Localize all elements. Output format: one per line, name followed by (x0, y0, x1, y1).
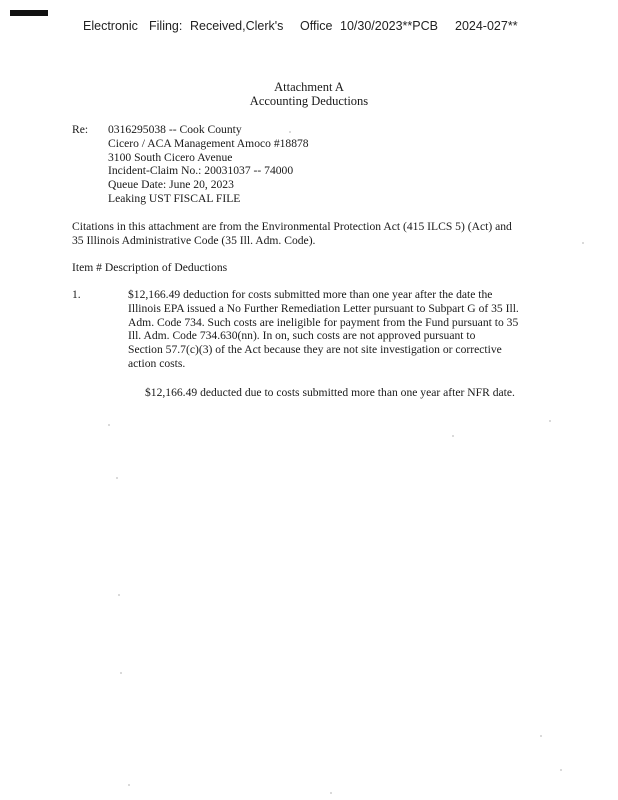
stamp-date: 10/30/2023**PCB (340, 19, 438, 33)
scan-speck (452, 435, 454, 437)
citations-line: Citations in this attachment are from the Environmental Protection Act (415 ILCS 5) (Act) and (72, 220, 512, 233)
re-site-name: Cicero / ACA Management Amoco #18878 (108, 136, 309, 150)
re-address: 3100 South Cicero Avenue (108, 150, 233, 164)
scan-speck (560, 769, 562, 771)
scan-speck (120, 672, 122, 674)
filing-stamp-header (0, 19, 618, 37)
scan-speck (118, 594, 120, 596)
citations-line: 35 Illinois Administrative Code (35 Ill. Adm. Code). (72, 233, 316, 247)
item-summary: $12,166.49 deducted due to costs submitted more than one year after NFR date. (145, 386, 515, 399)
scan-speck (128, 784, 130, 786)
re-file-type: Leaking UST FISCAL FILE (108, 191, 241, 205)
stamp-filing: Filing: (149, 19, 183, 33)
re-queue-date: Queue Date: June 20, 2023 (108, 178, 234, 192)
stamp-electronic: Electronic (83, 19, 138, 33)
redaction-mark (10, 10, 48, 16)
item-description-line: Ill. Adm. Code 734.630(nn). In on, such costs are not approved pursuant to (128, 329, 476, 343)
re-label: Re: (72, 123, 89, 136)
item-description-line: Illinois EPA issued a No Further Remediation Letter pursuant to Subpart G of 35 Ill. (128, 301, 519, 315)
scan-speck (540, 735, 542, 737)
item-description-line: Adm. Code 734. Such costs are ineligible for payment from the Fund pursuant to 35 (128, 315, 519, 329)
scan-speck (116, 477, 118, 479)
stamp-office: Office (300, 19, 333, 33)
scan-speck (289, 131, 291, 133)
re-claim-number: Incident-Claim No.: 20031037 -- 74000 (108, 164, 294, 178)
items-header: Item # Description of Deductions (72, 261, 228, 274)
scan-speck (330, 792, 332, 794)
item-description-line: Section 57.7(c)(3) of the Act because they are not site investigation or corrective (128, 343, 502, 357)
attachment-title: Attachment A (274, 80, 344, 94)
item-description (128, 288, 548, 371)
item-description-line: $12,166.49 deduction for costs submitted more than one year after the date the (128, 288, 493, 301)
re-details (108, 123, 309, 206)
scan-speck (108, 424, 110, 426)
item-description-line: action costs. (128, 356, 186, 370)
attachment-subtitle: Accounting Deductions (249, 94, 369, 108)
citations-paragraph (72, 220, 547, 248)
stamp-number: 2024-027** (455, 19, 518, 33)
re-site-id: 0316295038 -- Cook County (108, 123, 242, 136)
scan-speck (582, 242, 584, 244)
stamp-received: Received,Clerk's (190, 19, 284, 33)
item-number: 1. (72, 288, 81, 301)
scan-speck (549, 420, 551, 422)
